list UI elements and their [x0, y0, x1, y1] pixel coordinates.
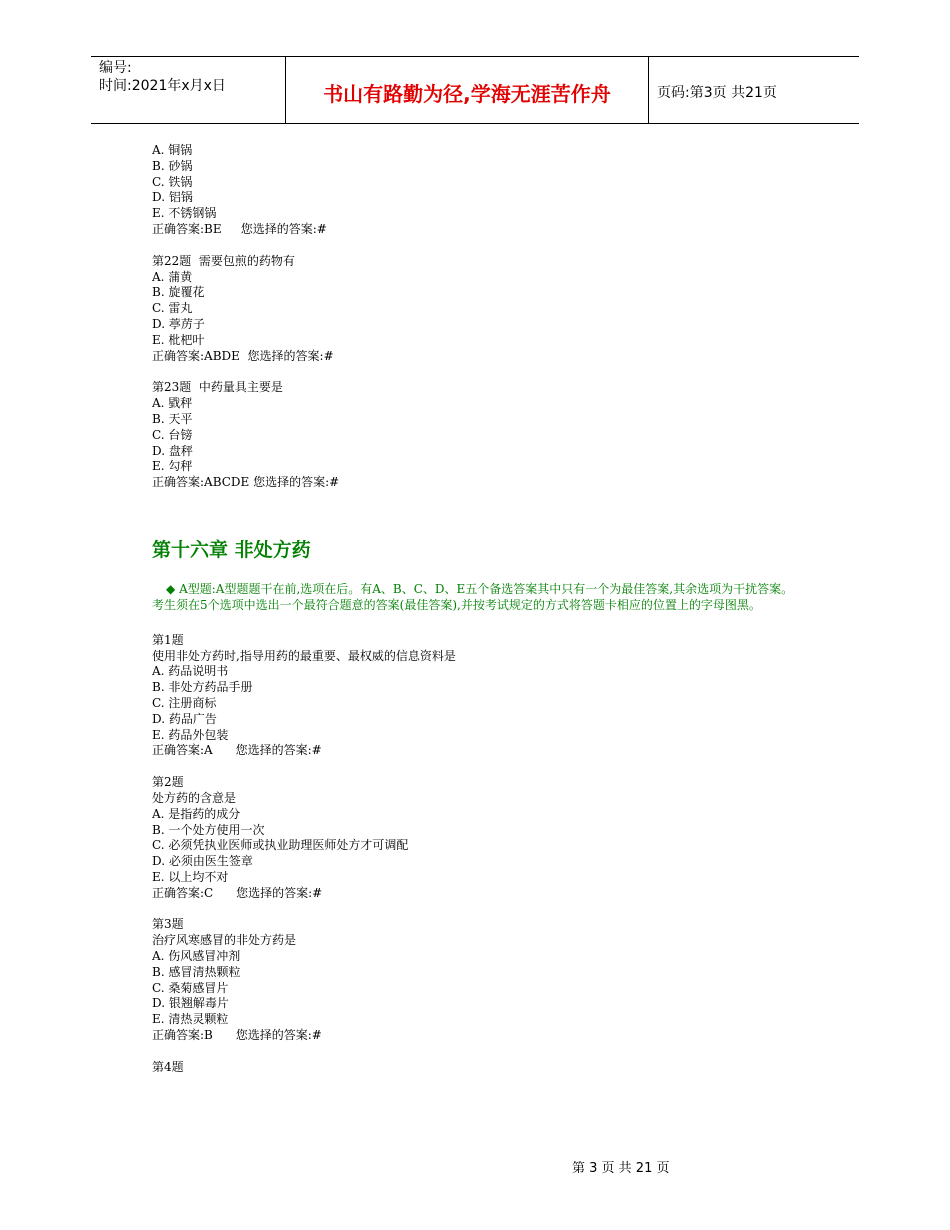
option-e: E. 药品外包装 — [152, 727, 229, 742]
diamond-bullet-icon: ◆ — [166, 581, 176, 596]
answer-line: 正确答案:C 您选择的答案:# — [152, 885, 323, 900]
question-stem: 使用非处方药时,指导用药的最重要、最权威的信息资料是 — [152, 648, 456, 663]
option-e: E. 清热灵颗粒 — [152, 1012, 229, 1027]
option-c: C. 雷丸 — [152, 301, 193, 316]
question-title: 第22题 需要包煎的药物有 — [152, 253, 295, 268]
answer-line: 正确答案:ABDE 您选择的答案:# — [152, 348, 334, 363]
question-block-21 — [152, 143, 802, 238]
option-a: A. 蒲黄 — [152, 269, 193, 284]
option-e: E. 枇杷叶 — [152, 332, 205, 347]
option-b: B. 天平 — [152, 411, 193, 426]
question-block-3 — [152, 917, 802, 1043]
page-footer: 第 3 页 共 21 页 — [572, 1161, 670, 1176]
option-a: A. 戥秤 — [152, 396, 193, 411]
question-block-2 — [152, 775, 802, 901]
option-a: A. 铜锅 — [152, 143, 193, 157]
option-b: B. 非处方药品手册 — [152, 680, 253, 695]
question-number: 第3题 — [152, 917, 184, 932]
question-block-23 — [152, 380, 802, 491]
option-d: D. 银翘解毒片 — [152, 996, 229, 1011]
page-header — [91, 56, 859, 124]
option-c: C. 必须凭执业医师或执业助理医师处方才可调配 — [152, 838, 409, 853]
option-c: C. 桑菊感冒片 — [152, 980, 229, 995]
header-motto: 书山有路勤为径,学海无涯苦作舟 — [286, 57, 649, 123]
option-d: D. 铝锅 — [152, 190, 193, 205]
chapter-intro — [152, 581, 802, 613]
option-e: E. 勾秤 — [152, 459, 193, 474]
document-body — [152, 143, 802, 1076]
option-a: A. 伤风感冒冲剂 — [152, 949, 241, 964]
question-stem: 治疗风寒感冒的非处方药是 — [152, 933, 297, 948]
document-number-label: 编号: — [99, 60, 132, 76]
document-time-label: 时间:2021年x月x日 — [99, 78, 226, 94]
question-stem: 处方药的含意是 — [152, 790, 237, 805]
answer-line: 正确答案:A 您选择的答案:# — [152, 743, 322, 758]
option-b: B. 一个处方使用一次 — [152, 822, 265, 837]
option-c: C. 注册商标 — [152, 695, 217, 710]
answer-line: 正确答案:BE 您选择的答案:# — [152, 221, 327, 236]
option-b: B. 感冒清热颗粒 — [152, 964, 241, 979]
answer-line: 正确答案:ABCDE 您选择的答案:# — [152, 475, 340, 490]
option-b: B. 砂锅 — [152, 158, 193, 173]
option-a: A. 是指药的成分 — [152, 806, 241, 821]
option-c: C. 台镑 — [152, 427, 193, 442]
option-d: D. 必须由医生签章 — [152, 854, 253, 869]
question-number: 第2题 — [152, 775, 184, 790]
question-block-22 — [152, 254, 802, 365]
option-d: D. 葶苈子 — [152, 316, 205, 331]
question-title: 第23题 中药量具主要是 — [152, 380, 283, 395]
option-c: C. 铁锅 — [152, 174, 193, 189]
question-block-1 — [152, 633, 802, 759]
header-meta — [91, 57, 286, 123]
chapter-title: 第十六章 非处方药 — [152, 538, 311, 561]
question-number: 第1题 — [152, 632, 184, 647]
answer-line: 正确答案:B 您选择的答案:# — [152, 1028, 322, 1043]
intro-text: A型题:A型题题干在前,选项在后。有A、B、C、D、E五个备选答案其中只有一个为最佳答案,其余选项为干扰答案。考生须在5个选项中选出一个最符合题意的答案(最佳答案),并按考试规定的方式将答题卡相应的位置上的字母图黑。 — [152, 581, 794, 612]
option-e: E. 不锈钢锅 — [152, 206, 217, 221]
option-e: E. 以上均不对 — [152, 869, 229, 884]
option-d: D. 盘秤 — [152, 443, 193, 458]
option-b: B. 旋覆花 — [152, 285, 205, 300]
option-a: A. 药品说明书 — [152, 664, 229, 679]
question-number: 第4题 — [152, 1059, 184, 1074]
header-page-info: 页码:第3页 共21页 — [657, 85, 777, 101]
option-d: D. 药品广告 — [152, 711, 217, 726]
